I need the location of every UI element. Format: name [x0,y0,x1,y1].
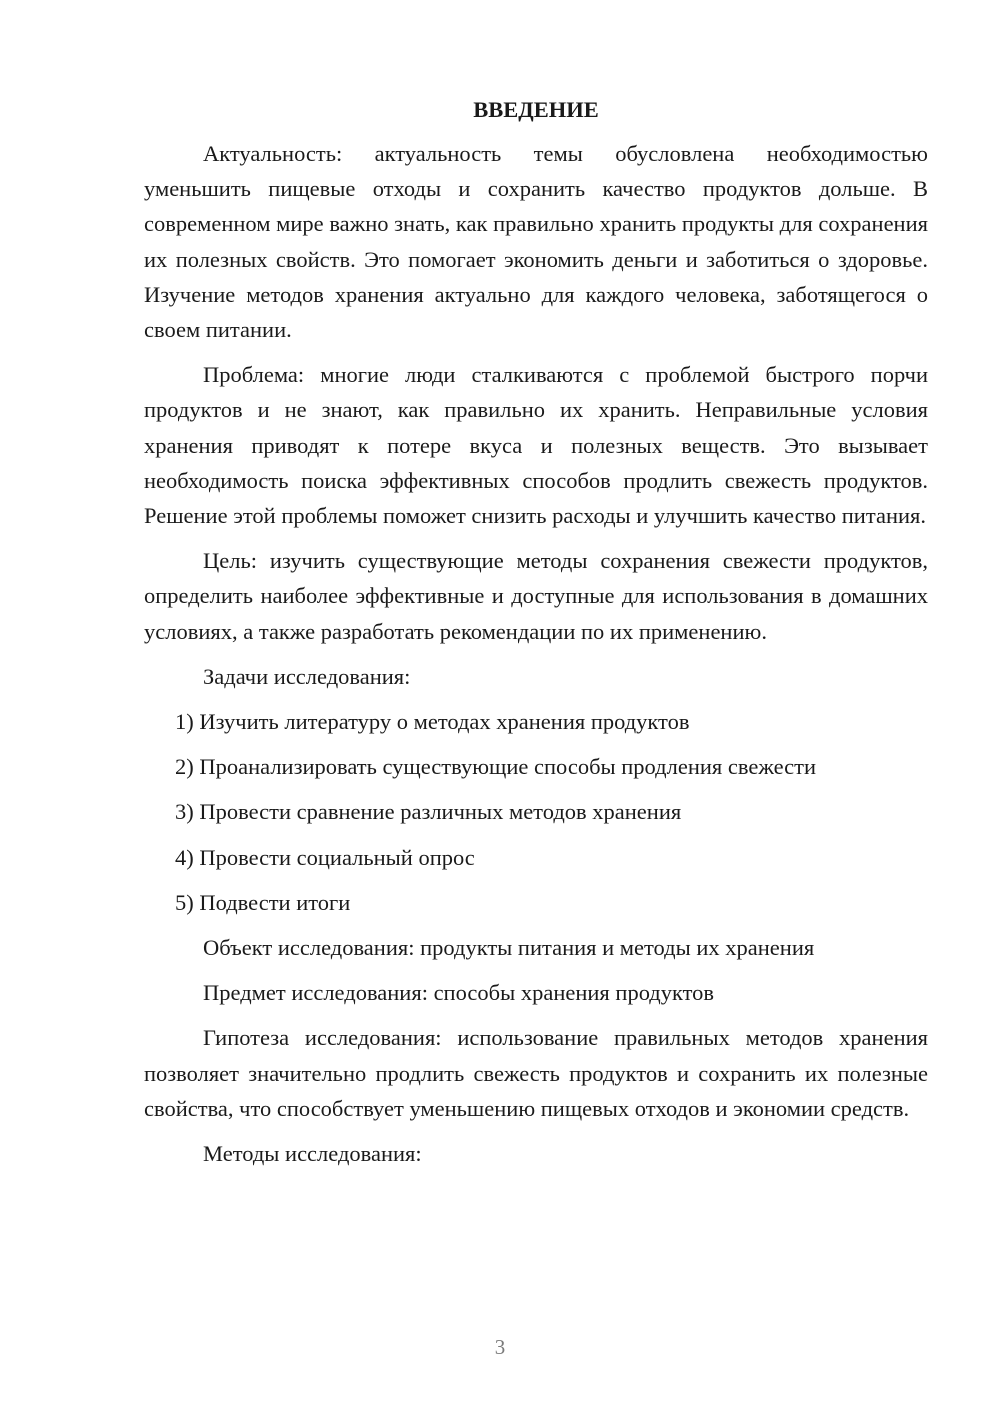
list-item: 1) Изучить литературу о методах хранения продуктов [175,709,690,735]
tasks-list [144,704,928,920]
hypothesis-paragraph: Гипотеза исследования: использование правильных методов хранения позволяет значительно продлить свежесть продуктов и сохранить их полезные свойства, что способствует уменьшению пищевых отходов и экономии средств. [144,1025,928,1121]
list-item: 2) Проанализировать существующие способы продления свежести [175,754,816,780]
page-number: 3 [494,1335,506,1359]
list-item: 4) Провести социальный опрос [175,844,475,870]
section-title: ВВЕДЕНИЕ [473,97,599,122]
tasks-heading: Задачи исследования: [203,663,411,689]
list-item: 3) Провести сравнение различных методов хранения [175,799,682,825]
research-subject: Предмет исследования: способы хранения продуктов [203,980,715,1006]
problem-paragraph: Проблема: многие люди сталкиваются с проблемой быстрого порчи продуктов и не знают, как правильно их хранить. Неправильные условия хранения приводят к потере вкуса и полезных веществ. Это вызывает необходимость поиска эффективных способов продлить свежесть продуктов. Решение этой проблемы поможет снизить расходы и улучшить качество питания. [144,362,928,529]
research-object: Объект исследования: продукты питания и методы их хранения [203,935,815,961]
relevance-paragraph: Актуальность: актуальность темы обусловлена необходимостью уменьшить пищевые отходы и сохранить качество продуктов дольше. В современном мире важно знать, как правильно хранить продукты для сохранения их полезных свойств. Это помогает экономить деньги и заботиться о здоровье. Изучение методов хранения актуально для каждого человека, заботящегося о своем питании. [144,141,928,343]
goal-paragraph: Цель: изучить существующие методы сохранения свежести продуктов, определить наиболее эффективные и доступные для использования в домашних условиях, а также разработать рекомендации по их применению. [144,548,928,644]
methods-heading: Методы исследования: [203,1141,422,1167]
document-page [144,92,928,1181]
list-item: 5) Подвести итоги [175,889,351,915]
